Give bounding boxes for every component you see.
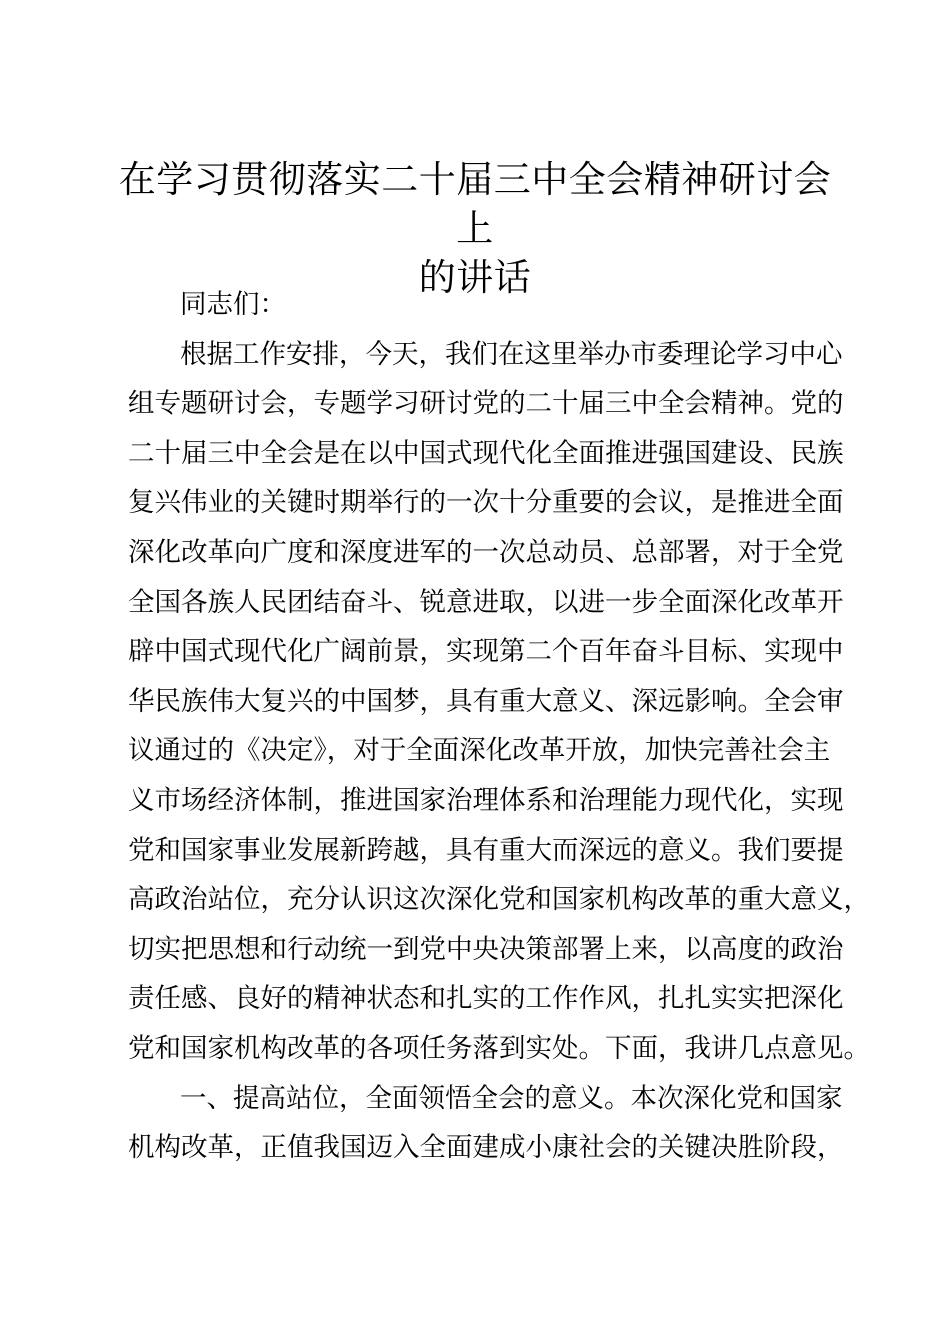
title-line-1: 在学习贯彻落实二十届三中全会精神研讨会上 [118, 158, 832, 250]
paragraph-line: 机构改革，正值我国迈入全面建成小康社会的关键决胜阶段， [128, 1132, 844, 1164]
paragraph-line: 复兴伟业的关键时期举行的一次十分重要的会议，是推进全面 [128, 487, 844, 519]
paragraph-line: 全国各族人民团结奋斗、锐意进取，以进一步全面深化改革开 [128, 586, 844, 618]
paragraph-line: 深化改革向广度和深度进军的一次总动员、总部署，对于全党 [128, 536, 844, 568]
paragraph-line: 华民族伟大复兴的中国梦，具有重大意义、深远影响。全会审 [128, 685, 844, 717]
greeting: 同志们： [180, 289, 286, 320]
paragraph-1 [128, 330, 870, 1074]
paragraph-line: 责任感、良好的精神状态和扎实的工作作风，扎扎实实把深化 [128, 983, 844, 1015]
paragraph-line: 党和国家机构改革的各项任务落到实处。下面，我讲几点意见。 [128, 1032, 870, 1064]
paragraph-line: 二十届三中全会是在以中国式现代化全面推进强国建设、民族 [128, 437, 844, 469]
paragraph-2 [128, 1074, 844, 1173]
paragraph-line: 高政治站位，充分认识这次深化党和国家机构改革的重大意义， [128, 884, 870, 916]
paragraph-line: 党和国家事业发展新跨越，具有重大而深远的意义。我们要提 [128, 834, 844, 866]
paragraph-line: 切实把思想和行动统一到党中央决策部署上来，以高度的政治 [128, 933, 844, 965]
title-line-2: 的讲话 [418, 256, 532, 299]
paragraph-line: 一、提高站位，全面领悟全会的意义。本次深化党和国家 [180, 1082, 843, 1114]
paragraph-line: 议通过的《决定》，对于全面深化改革开放，加快完善社会主 [128, 735, 831, 767]
paragraph-line: 根据工作安排，今天，我们在这里举办市委理论学习中心 [180, 338, 843, 370]
document-body [128, 280, 870, 1173]
paragraph-line: 辟中国式现代化广阔前景，实现第二个百年奋斗目标、实现中 [128, 636, 844, 668]
paragraph-line: 组专题研讨会，专题学习研讨党的二十届三中全会精神。党的 [128, 388, 844, 420]
paragraph-line: 义市场经济体制，推进国家治理体系和治理能力现代化，实现 [128, 784, 844, 816]
